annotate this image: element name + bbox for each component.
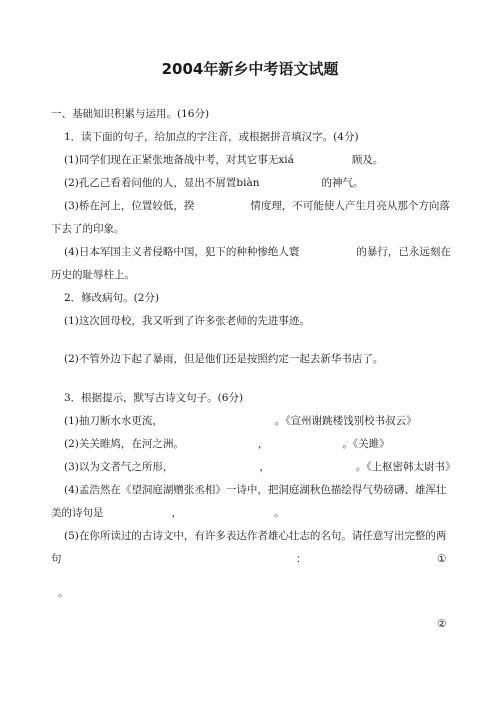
question-1-stem: 1．读下面的句子，给加点的字注音，或根据拼音填汉字。(4分) <box>64 131 359 143</box>
q1-item-3-before: (3)桥在河上，位置较低，揆 <box>64 200 195 212</box>
q3-item-2-before: (2)关关睢鸠，在河之洲。 <box>64 438 184 450</box>
page-title: 2004年新乡中考语文试题 <box>161 60 339 78</box>
q3-item-2-mid: ， <box>257 438 269 450</box>
q1-item-2-after: 的神气。 <box>321 177 364 189</box>
q3-item-4-after: 。 <box>274 507 285 519</box>
q3-item-3 <box>64 460 456 474</box>
q1-item-3-after: 情度理，不可能使人产生月亮从那个方向落 <box>250 200 450 212</box>
q1-item-4 <box>64 245 451 259</box>
q1-item-1-before: (1)同学们现在正紧张地备战中考，对其它事无xiá <box>64 154 294 166</box>
q1-item-2-before: (2)孔乙己看着问他的人，显出不屑置biàn <box>64 177 260 189</box>
q3-item-3-after: 。《上枢密韩太尉书》 <box>355 461 456 473</box>
question-3-stem: 3．根据提示，默写古诗文句子。(6分) <box>64 392 244 404</box>
q2-item-2: (2)不管外边下起了暴雨，但是他们还是按照约定一起去新华书店了。 <box>64 353 384 365</box>
q3-item-5-colon: ： <box>296 553 307 565</box>
q1-item-2 <box>64 176 363 190</box>
circled-number-1: ① <box>437 553 447 565</box>
q3-item-5-line1: (5)在你所读过的古诗文中，有许多表达作者雄心壮志的名句。请任意写出完整的两 <box>64 530 447 542</box>
circled-number-2: ② <box>437 618 447 630</box>
question-2-stem: 2．修改病句。(2分) <box>64 292 160 304</box>
q1-item-3 <box>64 199 450 213</box>
q1-item-3-cont: 下去了的印象。 <box>51 223 125 235</box>
q1-item-1 <box>64 153 383 167</box>
q3-item-1-after: 。《宣州谢跳楼饯别校书叔云》 <box>274 415 417 427</box>
q3-item-5-period: 。 <box>58 587 69 599</box>
q1-item-4-before: (4)日本军国主义者侵略中国，犯下的种种惨绝人寰 <box>64 246 300 258</box>
q2-item-1: (1)这次回母校，我又听到了许多张老师的先进事迹。 <box>64 315 310 327</box>
q3-item-4-line1: (4)孟浩然在《望洞庭湖赠张丞相》一诗中，把洞庭湖秋色描绘得气势磅礴、雄浑壮 <box>64 484 447 496</box>
q3-item-3-before: (3)以为文者气之所形， <box>64 461 174 473</box>
section-heading: 一、基础知识积累与运用。(16分) <box>51 108 210 120</box>
q3-item-2-after: 。《关雎》 <box>342 438 390 450</box>
q3-item-4-mid: ， <box>171 507 182 519</box>
q1-item-4-after: 的暴行，已永远刻在 <box>356 246 451 258</box>
q3-item-4-line2 <box>51 506 285 520</box>
q3-item-5-word: 句 <box>51 553 62 565</box>
q1-item-1-after: 顾及。 <box>351 154 384 166</box>
q3-item-3-mid: ， <box>259 461 270 473</box>
q1-item-4-cont: 历史的耻辱柱上。 <box>51 269 135 281</box>
q3-item-1 <box>64 414 417 428</box>
q3-item-1-before: (1)抽刀断水水更流， <box>64 415 163 427</box>
q3-item-4-before: 美的诗句是 <box>51 507 104 519</box>
q3-item-2 <box>64 437 390 451</box>
